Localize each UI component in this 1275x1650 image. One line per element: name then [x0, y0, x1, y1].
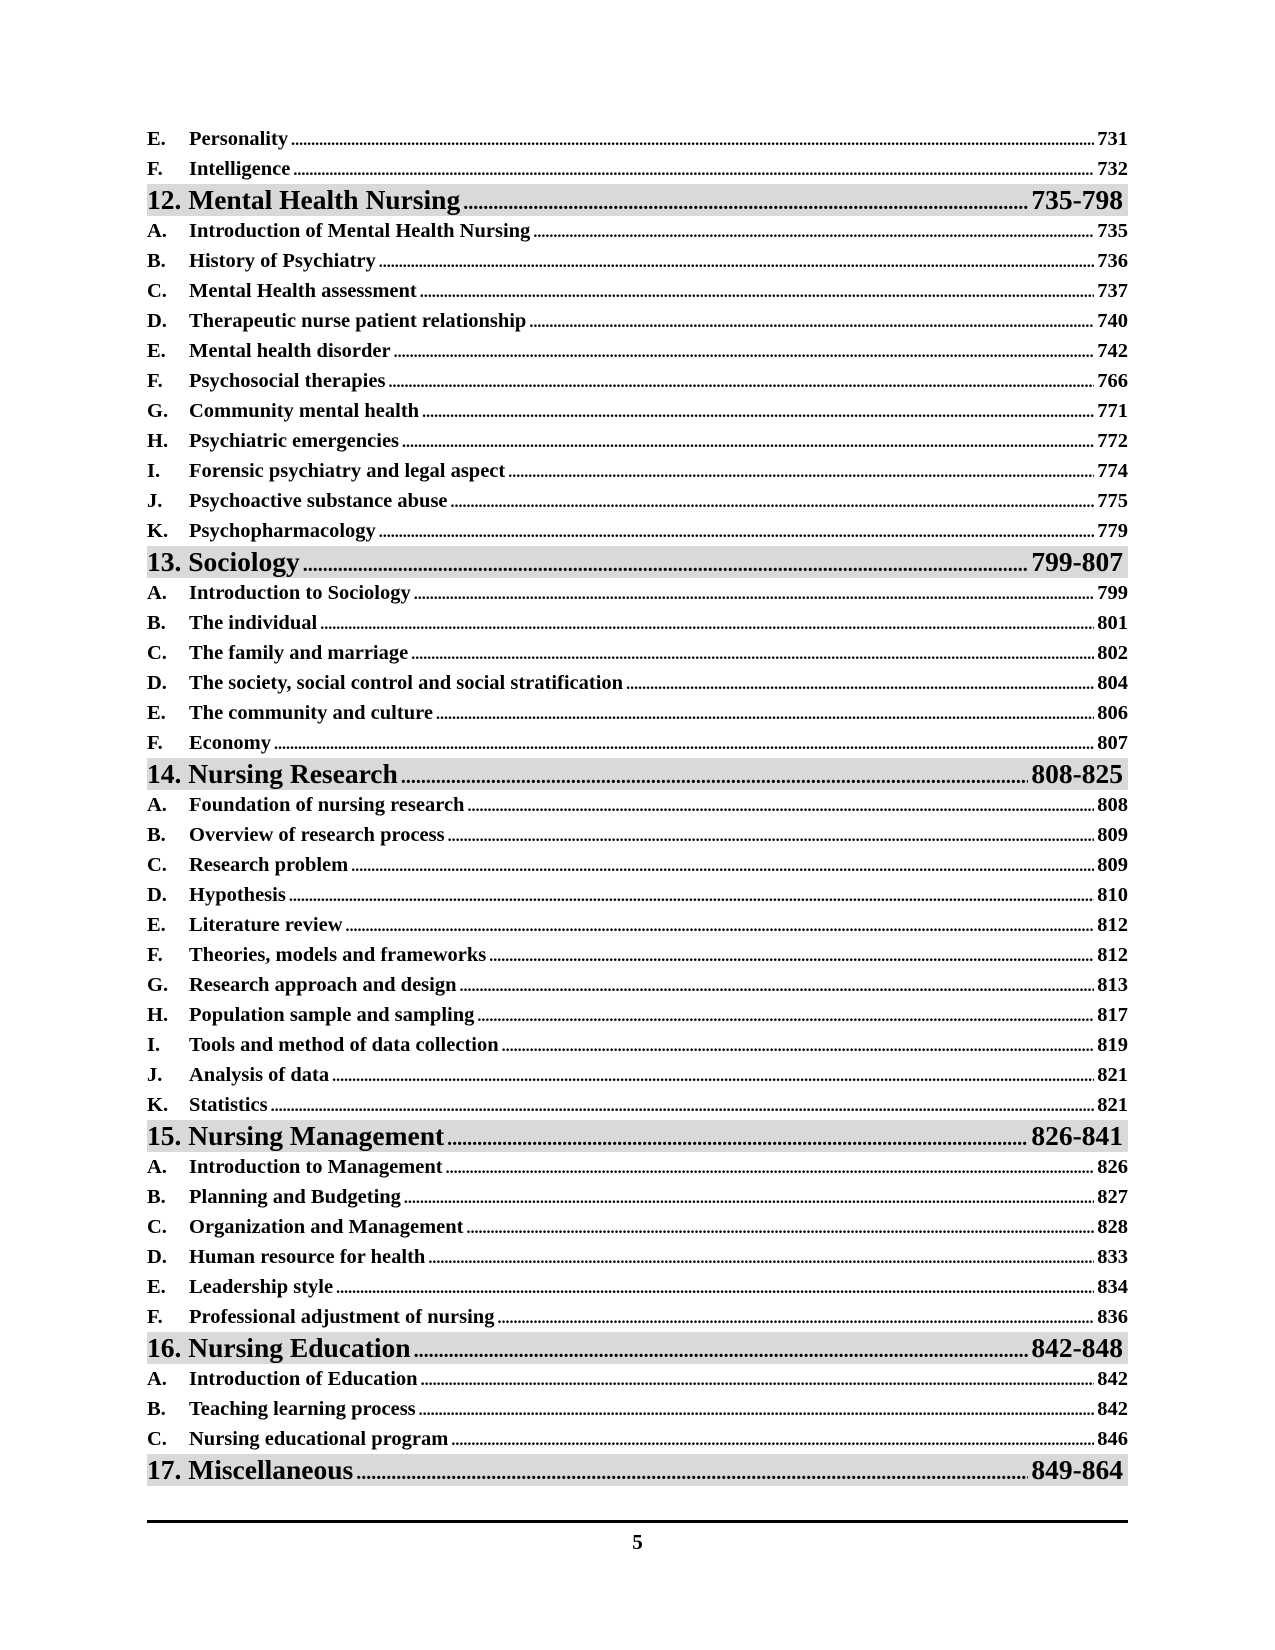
- toc-entry[interactable]: [147, 1090, 1128, 1120]
- toc-entry[interactable]: [147, 456, 1128, 486]
- entry-title: Overview of research process: [189, 824, 445, 846]
- entry-letter: A.: [147, 1156, 167, 1178]
- entry-page: 809: [1097, 854, 1128, 876]
- entry-page: 812: [1097, 944, 1128, 966]
- entry-page: 827: [1097, 1186, 1128, 1208]
- entry-letter: B.: [147, 612, 166, 634]
- dot-leader: [346, 912, 1095, 940]
- toc-entry[interactable]: [147, 880, 1128, 910]
- entry-title: The family and marriage: [189, 642, 409, 664]
- entry-letter: J.: [147, 1064, 163, 1086]
- entry-title: The individual: [189, 612, 318, 634]
- entry-page: 812: [1097, 914, 1128, 936]
- dot-leader: [446, 1154, 1095, 1182]
- entry-letter: E.: [147, 702, 166, 724]
- dot-leader: [411, 640, 1094, 668]
- entry-page: 772: [1097, 430, 1128, 452]
- entry-page: 842: [1097, 1398, 1128, 1420]
- chapter-title: 14. Nursing Research: [147, 758, 398, 789]
- chapter-heading[interactable]: [147, 546, 1128, 578]
- dot-leader: [428, 1244, 1094, 1272]
- toc-entry[interactable]: [147, 638, 1128, 668]
- entry-letter: E.: [147, 340, 166, 362]
- entry-title: Hypothesis: [189, 884, 286, 906]
- toc-entry[interactable]: [147, 336, 1128, 366]
- entry-title: Introduction of Education: [189, 1368, 418, 1390]
- dot-leader: [436, 700, 1094, 728]
- entry-title: Tools and method of data collection: [189, 1034, 499, 1056]
- entry-letter: I.: [147, 1034, 161, 1056]
- dot-leader: [422, 398, 1094, 426]
- entry-title: Psychopharmacology: [189, 520, 376, 542]
- dot-leader: [451, 488, 1095, 516]
- entry-page: 731: [1097, 128, 1128, 150]
- entry-letter: F.: [147, 732, 163, 754]
- dot-leader: [274, 730, 1094, 758]
- entry-title: Foundation of nursing research: [189, 794, 465, 816]
- entry-page: 809: [1097, 824, 1128, 846]
- dot-leader: [356, 1457, 1028, 1486]
- toc-entry[interactable]: [147, 608, 1128, 638]
- entry-title: Planning and Budgeting: [189, 1186, 401, 1208]
- dot-leader: [463, 187, 1028, 216]
- entry-letter: C.: [147, 1216, 167, 1238]
- toc-entry[interactable]: [147, 790, 1128, 820]
- entry-letter: C.: [147, 1428, 167, 1450]
- entry-letter: E.: [147, 1276, 166, 1298]
- entry-letter: K.: [147, 520, 169, 542]
- entry-letter: A.: [147, 220, 167, 242]
- entry-title: Theories, models and frameworks: [189, 944, 487, 966]
- entry-letter: J.: [147, 490, 163, 512]
- dot-leader: [379, 248, 1095, 276]
- entry-page: 779: [1097, 520, 1128, 542]
- dot-leader: [447, 1123, 1028, 1152]
- footer-rule: [147, 1520, 1128, 1523]
- entry-page: 834: [1097, 1276, 1128, 1298]
- toc-entry[interactable]: [147, 1152, 1128, 1182]
- toc-entry[interactable]: [147, 1182, 1128, 1212]
- entry-title: Psychoactive substance abuse: [189, 490, 448, 512]
- entry-title: Personality: [189, 128, 289, 150]
- entry-letter: D.: [147, 884, 167, 906]
- toc-entry[interactable]: [147, 1364, 1128, 1394]
- dot-leader: [533, 218, 1094, 246]
- entry-page: 846: [1097, 1428, 1128, 1450]
- entry-page: 821: [1097, 1094, 1128, 1116]
- entry-page: 737: [1097, 280, 1128, 302]
- chapter-title: 16. Nursing Education: [147, 1332, 411, 1363]
- entry-letter: F.: [147, 1306, 163, 1328]
- entry-title: Introduction to Management: [189, 1156, 443, 1178]
- dot-leader: [291, 126, 1094, 154]
- dot-leader: [477, 1002, 1094, 1030]
- entry-page: 801: [1097, 612, 1128, 634]
- toc-entry[interactable]: [147, 1424, 1128, 1454]
- dot-leader: [402, 428, 1094, 456]
- dot-leader: [448, 822, 1095, 850]
- toc-entry[interactable]: [147, 154, 1128, 184]
- chapter-pages: 842-848: [1031, 1332, 1123, 1363]
- entry-page: 771: [1097, 400, 1128, 422]
- dot-leader: [394, 338, 1095, 366]
- dot-leader: [508, 458, 1094, 486]
- entry-title: The society, social control and social stratification: [189, 672, 624, 694]
- toc-entry[interactable]: [147, 396, 1128, 426]
- entry-letter: B.: [147, 250, 166, 272]
- entry-page: 826: [1097, 1156, 1128, 1178]
- toc-entry[interactable]: [147, 216, 1128, 246]
- chapter-pages: 799-807: [1031, 546, 1123, 577]
- entry-letter: F.: [147, 944, 163, 966]
- chapter-heading[interactable]: [147, 758, 1128, 790]
- toc-entry[interactable]: [147, 1000, 1128, 1030]
- entry-letter: C.: [147, 280, 167, 302]
- dot-leader: [293, 156, 1094, 184]
- entry-page: 732: [1097, 158, 1128, 180]
- dot-leader: [529, 308, 1094, 336]
- dot-leader: [379, 518, 1094, 546]
- entry-title: Literature review: [189, 914, 343, 936]
- entry-letter: G.: [147, 974, 169, 996]
- entry-title: Introduction to Sociology: [189, 582, 411, 604]
- toc-entry[interactable]: [147, 728, 1128, 758]
- dot-leader: [419, 1396, 1095, 1424]
- dot-leader: [271, 1092, 1095, 1120]
- chapter-pages: 826-841: [1031, 1120, 1123, 1151]
- toc-entry[interactable]: [147, 1212, 1128, 1242]
- entry-letter: D.: [147, 310, 167, 332]
- entry-letter: B.: [147, 824, 166, 846]
- entry-page: 819: [1097, 1034, 1128, 1056]
- entry-letter: A.: [147, 582, 167, 604]
- toc-entry[interactable]: [147, 820, 1128, 850]
- entry-title: Professional adjustment of nursing: [189, 1306, 495, 1328]
- entry-letter: F.: [147, 158, 163, 180]
- entry-title: Psychosocial therapies: [189, 370, 386, 392]
- chapter-title: 17. Miscellaneous: [147, 1454, 354, 1485]
- toc-entry[interactable]: [147, 1242, 1128, 1272]
- toc-entry[interactable]: [147, 1030, 1128, 1060]
- entry-letter: G.: [147, 400, 169, 422]
- dot-leader: [303, 549, 1029, 578]
- entry-letter: C.: [147, 854, 167, 876]
- entry-page: 821: [1097, 1064, 1128, 1086]
- entry-page: 775: [1097, 490, 1128, 512]
- toc-entry[interactable]: [147, 578, 1128, 608]
- entry-page: 774: [1097, 460, 1128, 482]
- entry-title: Organization and Management: [189, 1216, 464, 1238]
- dot-leader: [502, 1032, 1095, 1060]
- entry-title: Psychiatric emergencies: [189, 430, 400, 452]
- dot-leader: [336, 1274, 1094, 1302]
- entry-letter: I.: [147, 460, 161, 482]
- dot-leader: [388, 368, 1094, 396]
- entry-page: 813: [1097, 974, 1128, 996]
- toc-entry[interactable]: [147, 698, 1128, 728]
- entry-title: Economy: [189, 732, 271, 754]
- dot-leader: [489, 942, 1094, 970]
- dot-leader: [414, 1335, 1029, 1364]
- entry-page: 808: [1097, 794, 1128, 816]
- dot-leader: [421, 1366, 1095, 1394]
- chapter-pages: 735-798: [1031, 184, 1123, 215]
- entry-page: 804: [1097, 672, 1128, 694]
- entry-page: 742: [1097, 340, 1128, 362]
- chapter-heading[interactable]: [147, 1120, 1128, 1152]
- entry-title: Therapeutic nurse patient relationship: [189, 310, 527, 332]
- toc-entry[interactable]: [147, 306, 1128, 336]
- entry-title: Nursing educational program: [189, 1428, 449, 1450]
- entry-letter: E.: [147, 128, 166, 150]
- chapter-title: 12. Mental Health Nursing: [147, 184, 461, 215]
- toc-entry[interactable]: [147, 516, 1128, 546]
- entry-page: 799: [1097, 582, 1128, 604]
- toc-entry[interactable]: [147, 850, 1128, 880]
- table-of-contents: [147, 124, 1128, 1486]
- entry-page: 836: [1097, 1306, 1128, 1328]
- entry-page: 810: [1097, 884, 1128, 906]
- entry-title: Mental health disorder: [189, 340, 391, 362]
- entry-letter: E.: [147, 914, 166, 936]
- entry-title: History of Psychiatry: [189, 250, 376, 272]
- toc-entry[interactable]: [147, 486, 1128, 516]
- dot-leader: [401, 761, 1029, 790]
- toc-entry[interactable]: [147, 910, 1128, 940]
- toc-entry[interactable]: [147, 1302, 1128, 1332]
- chapter-heading[interactable]: [147, 1454, 1128, 1486]
- entry-letter: C.: [147, 642, 167, 664]
- entry-title: Forensic psychiatry and legal aspect: [189, 460, 506, 482]
- entry-page: 736: [1097, 250, 1128, 272]
- entry-letter: F.: [147, 370, 163, 392]
- dot-leader: [460, 972, 1095, 1000]
- toc-entry[interactable]: [147, 366, 1128, 396]
- entry-page: 740: [1097, 310, 1128, 332]
- entry-title: The community and culture: [189, 702, 433, 724]
- chapter-heading[interactable]: [147, 1332, 1128, 1364]
- entry-title: Population sample and sampling: [189, 1004, 475, 1026]
- toc-entry[interactable]: [147, 1394, 1128, 1424]
- dot-leader: [414, 580, 1095, 608]
- entry-letter: B.: [147, 1398, 166, 1420]
- entry-title: Human resource for health: [189, 1246, 426, 1268]
- dot-leader: [404, 1184, 1094, 1212]
- dot-leader: [497, 1304, 1094, 1332]
- entry-letter: H.: [147, 1004, 169, 1026]
- entry-title: Analysis of data: [189, 1064, 330, 1086]
- entry-letter: B.: [147, 1186, 166, 1208]
- toc-entry[interactable]: [147, 426, 1128, 456]
- toc-entry[interactable]: [147, 246, 1128, 276]
- dot-leader: [466, 1214, 1094, 1242]
- entry-page: 802: [1097, 642, 1128, 664]
- dot-leader: [626, 670, 1094, 698]
- entry-title: Introduction of Mental Health Nursing: [189, 220, 531, 242]
- entry-letter: K.: [147, 1094, 169, 1116]
- toc-entry[interactable]: [147, 1272, 1128, 1302]
- dot-leader: [467, 792, 1094, 820]
- chapter-pages: 808-825: [1031, 758, 1123, 789]
- toc-entry[interactable]: [147, 970, 1128, 1000]
- entry-page: 817: [1097, 1004, 1128, 1026]
- toc-entry[interactable]: [147, 668, 1128, 698]
- entry-page: 807: [1097, 732, 1128, 754]
- entry-page: 766: [1097, 370, 1128, 392]
- entry-letter: A.: [147, 1368, 167, 1390]
- dot-leader: [420, 278, 1094, 306]
- dot-leader: [289, 882, 1094, 910]
- entry-page: 828: [1097, 1216, 1128, 1238]
- dot-leader: [320, 610, 1094, 638]
- entry-letter: H.: [147, 430, 169, 452]
- chapter-title: 13. Sociology: [147, 546, 300, 577]
- entry-title: Mental Health assessment: [189, 280, 417, 302]
- toc-entry[interactable]: [147, 124, 1128, 154]
- entry-title: Intelligence: [189, 158, 291, 180]
- dot-leader: [351, 852, 1094, 880]
- entry-title: Leadership style: [189, 1276, 334, 1298]
- entry-page: 735: [1097, 220, 1128, 242]
- entry-letter: D.: [147, 672, 167, 694]
- entry-page: 833: [1097, 1246, 1128, 1268]
- dot-leader: [332, 1062, 1094, 1090]
- dot-leader: [451, 1426, 1094, 1454]
- entry-title: Research approach and design: [189, 974, 457, 996]
- page-number: 5: [632, 1530, 643, 1554]
- entry-letter: A.: [147, 794, 167, 816]
- entry-title: Statistics: [189, 1094, 268, 1116]
- toc-entry[interactable]: [147, 276, 1128, 306]
- chapter-title: 15. Nursing Management: [147, 1120, 445, 1151]
- chapter-heading[interactable]: [147, 184, 1128, 216]
- entry-title: Community mental health: [189, 400, 420, 422]
- chapter-pages: 849-864: [1031, 1454, 1123, 1485]
- entry-page: 806: [1097, 702, 1128, 724]
- toc-entry[interactable]: [147, 940, 1128, 970]
- entry-page: 842: [1097, 1368, 1128, 1390]
- toc-entry[interactable]: [147, 1060, 1128, 1090]
- entry-title: Teaching learning process: [189, 1398, 416, 1420]
- entry-letter: D.: [147, 1246, 167, 1268]
- entry-title: Research problem: [189, 854, 349, 876]
